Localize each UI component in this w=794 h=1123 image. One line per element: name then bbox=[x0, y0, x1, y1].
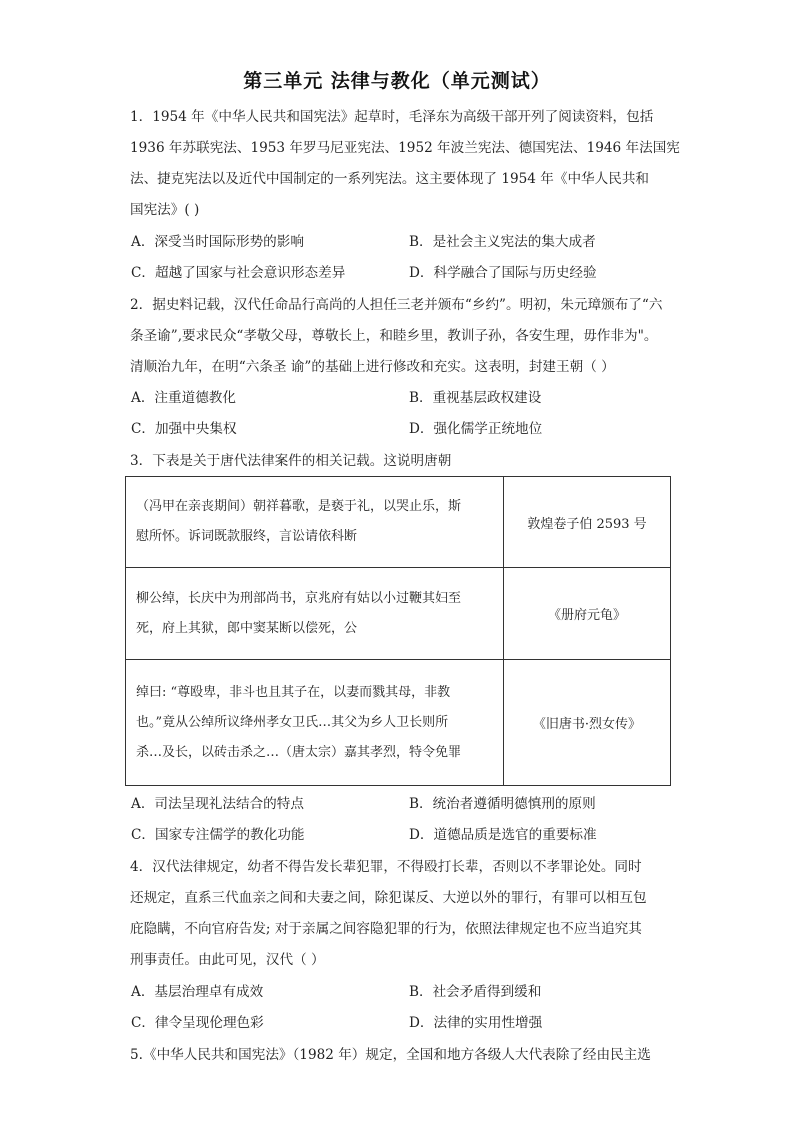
case-text-line: 死，府上其狱，郎中窦某断以偿死，公 bbox=[136, 620, 358, 636]
question-1-option-c[interactable]: C．超越了国家与社会意识形态差异 bbox=[131, 265, 346, 281]
question-4-option-a[interactable]: A．基层治理卓有成效 bbox=[131, 984, 264, 1000]
question-2-option-d[interactable]: D．强化儒学正统地位 bbox=[409, 421, 543, 437]
question-1-option-b[interactable]: B．是社会主义宪法的集大成者 bbox=[409, 234, 596, 250]
question-2-line: 2．据史料记载，汉代任命品行高尚的人担任三老并颁布“乡约”。明初，朱元璋颁布了“六 bbox=[130, 297, 663, 313]
question-4-option-d[interactable]: D．法律的实用性增强 bbox=[409, 1015, 543, 1031]
question-3-option-a[interactable]: A．司法呈现礼法结合的特点 bbox=[131, 796, 304, 812]
question-4-line: 庇隐瞒，不向官府告发; 对于亲属之间容隐犯罪的行为，依照法律规定也不应当追究其 bbox=[130, 921, 642, 937]
case-text-line: 杀…及长，以砖击杀之…（唐太宗）嘉其孝烈，特令免罪 bbox=[136, 744, 462, 760]
case-text-line: 也。”竟从公绰所议绛州孝女卫氏…其父为乡人卫长则所 bbox=[136, 714, 449, 730]
question-2-stem bbox=[130, 290, 675, 383]
question-4-option-b[interactable]: B．社会矛盾得到缓和 bbox=[409, 984, 542, 1000]
case-source: 《旧唐书·烈女传》 bbox=[504, 660, 671, 786]
table-row bbox=[126, 477, 671, 568]
question-1-stem bbox=[130, 102, 680, 226]
table-row bbox=[126, 568, 671, 660]
question-1-option-d[interactable]: D．科学融合了国际与历史经验 bbox=[409, 265, 597, 281]
question-2-line: 清顺治九年，在明“六条圣 谕”的基础上进行修改和充实。这表明，封建王朝（ ） bbox=[130, 359, 615, 375]
question-2-line: 条圣谕”,要求民众“孝敬父母，尊敬长上，和睦乡里，教训子孙，各安生理，毋作非为"。 bbox=[130, 328, 658, 344]
question-4-line: 刑事责任。由此可见，汉代（ ） bbox=[130, 952, 325, 968]
case-text bbox=[126, 568, 504, 660]
question-1-line: 1．1954 年《中华人民共和国宪法》起草时，毛泽东为高级干部开列了阅读资料，包括 bbox=[130, 109, 654, 125]
case-text bbox=[126, 660, 504, 786]
question-1-option-a[interactable]: A．深受当时国际形势的影响 bbox=[131, 234, 304, 250]
case-text bbox=[126, 477, 504, 568]
question-2-option-c[interactable]: C．加强中央集权 bbox=[131, 421, 237, 437]
case-text-line: 绰曰: “尊殴卑，非斗也且其子在，以妻而戮其母，非教 bbox=[136, 684, 451, 700]
question-2-option-b[interactable]: B．重视基层政权建设 bbox=[409, 390, 542, 406]
case-table bbox=[125, 476, 671, 786]
question-3-option-b[interactable]: B．统治者遵循明德慎刑的原则 bbox=[409, 796, 596, 812]
case-text-line: 慰所怀。诉词既款服终，言讼请依科断 bbox=[136, 529, 358, 544]
question-1-line: 1936 年苏联宪法、1953 年罗马尼亚宪法、1952 年波兰宪法、德国宪法、1946 年法国宪 bbox=[130, 140, 680, 156]
question-2-option-a[interactable]: A．注重道德教化 bbox=[131, 390, 236, 406]
table-row bbox=[126, 660, 671, 786]
case-source: 敦煌卷子伯 2593 号 bbox=[504, 477, 671, 568]
question-4-stem bbox=[130, 852, 675, 976]
case-text-line: （冯甲在亲丧期间）朝祥暮歌，是亵于礼，以哭止乐，斯 bbox=[136, 499, 462, 514]
question-5-line: 5.《中华人民共和国宪法》（1982 年）规定，全国和地方各级人大代表除了经由民主选 bbox=[130, 1047, 651, 1063]
question-1-line: 国宪法》( ) bbox=[130, 202, 200, 218]
question-4-line: 还规定，直系三代血亲之间和夫妻之间，除犯谋反、大逆以外的罪行，有罪可以相互包 bbox=[130, 890, 647, 906]
question-3-stem bbox=[130, 446, 675, 477]
case-source: 《册府元龟》 bbox=[504, 568, 671, 660]
question-3-line: 3．下表是关于唐代法律案件的相关记载。这说明唐朝 bbox=[130, 453, 452, 469]
question-1-line: 法、捷克宪法以及近代中国制定的一系列宪法。这主要体现了 1954 年《中华人民共和 bbox=[130, 171, 650, 187]
case-text-line: 柳公绰，长庆中为刑部尚书，京兆府有姑以小过鞭其妇至 bbox=[136, 590, 462, 606]
question-4-option-c[interactable]: C．律令呈现伦理色彩 bbox=[131, 1015, 264, 1031]
question-3-option-d[interactable]: D．道德品质是选官的重要标准 bbox=[409, 827, 597, 843]
question-4-line: 4．汉代法律规定，幼者不得告发长辈犯罪，不得殴打长辈，否则以不孝罪论处。同时 bbox=[130, 859, 642, 875]
page-title: 第三单元 法律与教化（单元测试） bbox=[243, 70, 551, 92]
question-3-option-c[interactable]: C．国家专注儒学的教化功能 bbox=[131, 827, 305, 843]
question-5-stem bbox=[130, 1040, 675, 1071]
